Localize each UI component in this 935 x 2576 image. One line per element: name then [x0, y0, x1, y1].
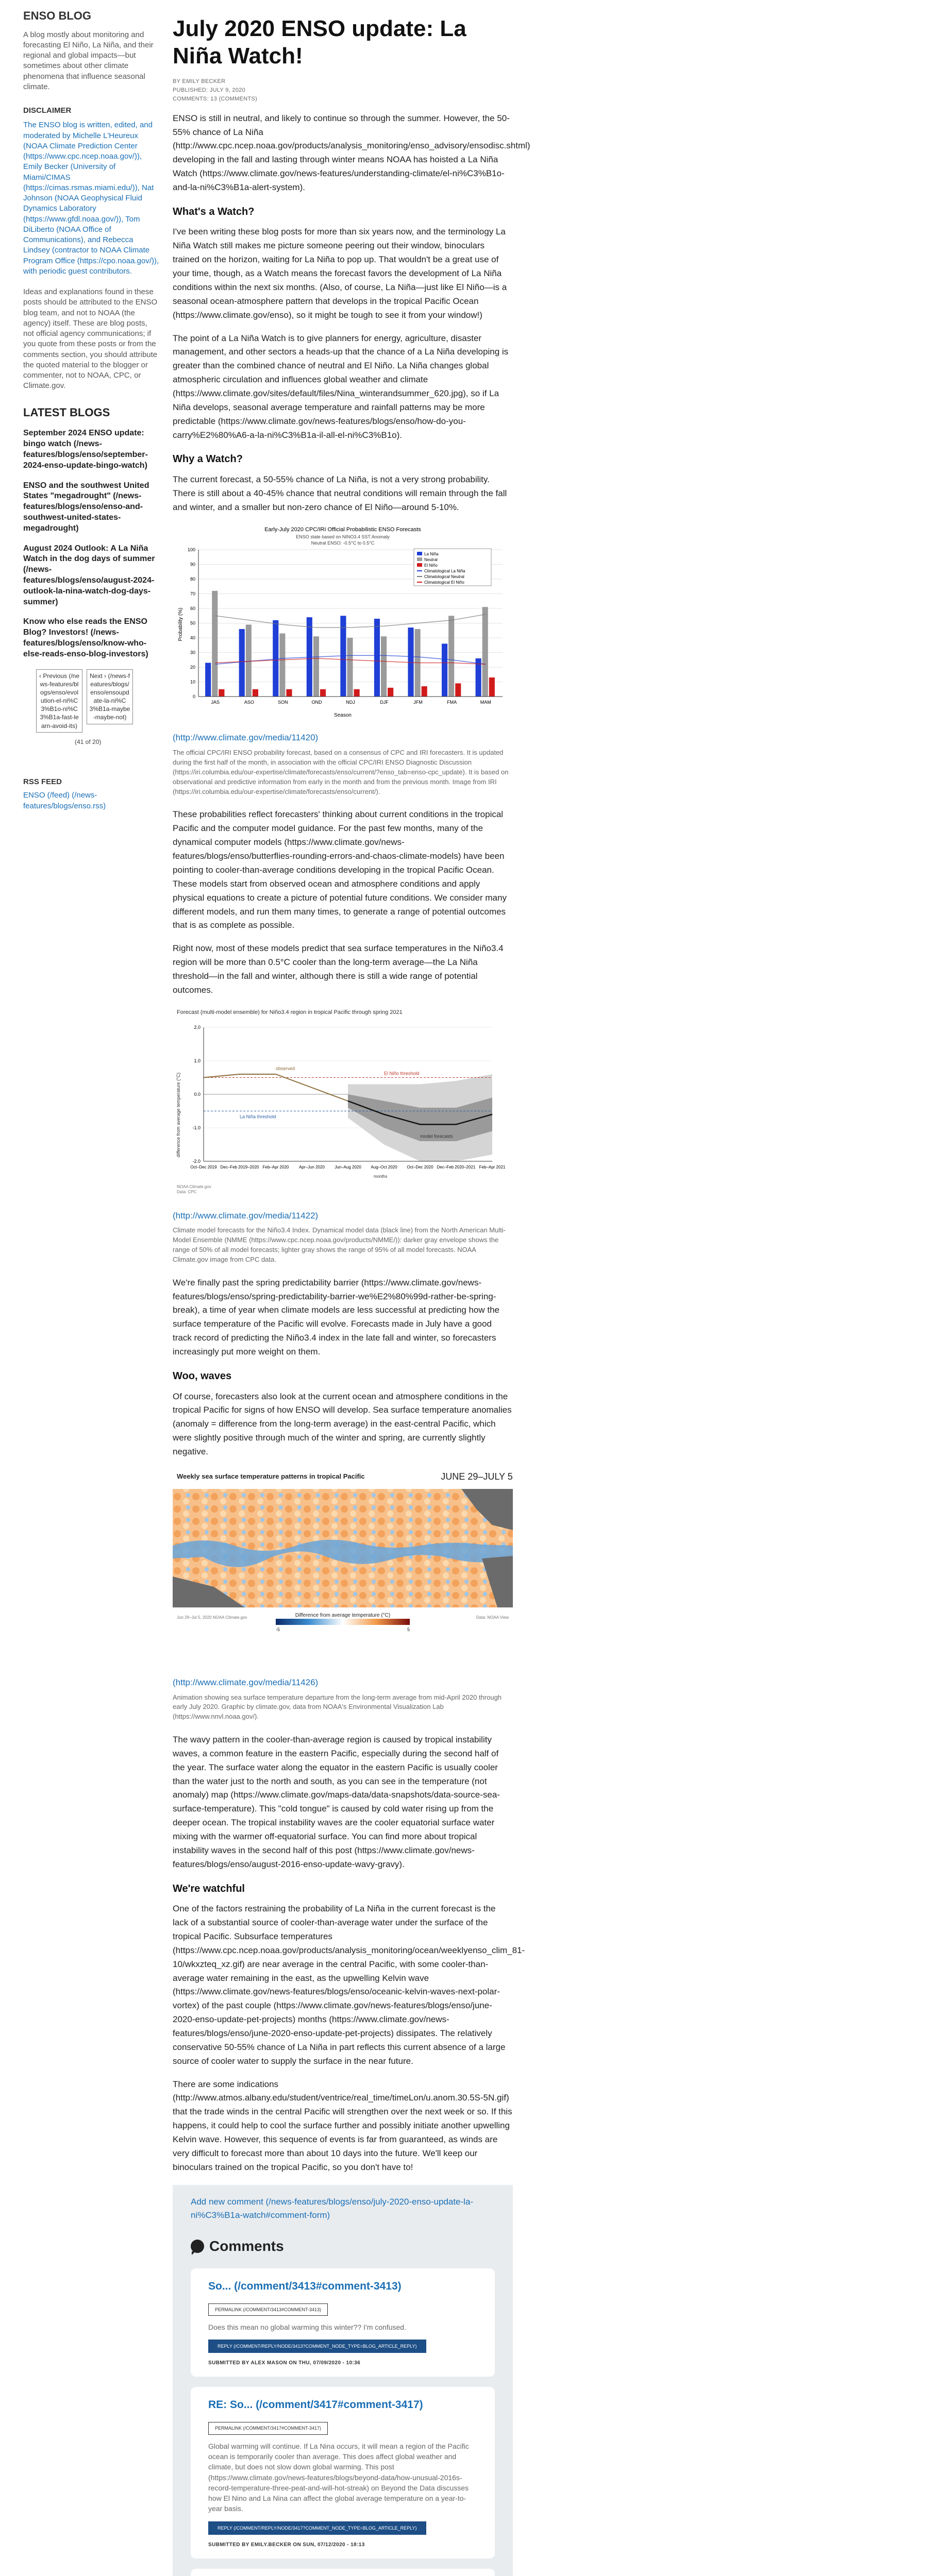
chart-subtitle: ENSO state based on NINO3.4 SST Anomaly — [296, 534, 390, 539]
legend-label: Neutral — [424, 557, 438, 562]
article — [173, 15, 530, 2576]
chart-title: Forecast (multi-model ensemble) for Niño3.4 region in tropical Pacific through spring 2021 — [177, 1009, 403, 1015]
observed-label: observed — [276, 1065, 295, 1071]
bar-el-ni-o — [354, 689, 360, 696]
bar-neutral — [381, 636, 387, 697]
y-tick-label: 0 — [192, 693, 195, 699]
comment-card — [191, 2387, 495, 2558]
chart-title: Early-July 2020 CPC/IRI Official Probabilistic ENSO Forecasts — [264, 526, 421, 533]
rss-heading: RSS FEED — [23, 777, 62, 787]
paragraph: Right now, most of these models predict that sea surface temperatures in the Niño3.4 region will be more than 0.5°C cooler than the long-term average—the La Niña threshold—in the fall and winter, although there is still a wide range of potential outcomes. — [173, 943, 504, 995]
bar-el-ni-o — [422, 686, 427, 697]
x-tick-label: OND — [311, 699, 322, 705]
x-tick-label: Aug–Oct 2020 — [371, 1164, 397, 1170]
bar-el-ni-o — [455, 683, 461, 697]
y-tick-label: 50 — [190, 620, 195, 626]
paragraph: I've been writing these blog posts for more than six years now, and the terminology La Niña Watch still makes me picture someone peering out their window, binoculars trained on the horizon, waiting for La Niña to pop up. That wouldn't be a great use of your time, though, as a Watch means the forecast favors the development of La Niña conditions within the next six months. (Also, of course, La Niña—just like El Niño—is a seasonal ocean-atmosphere pattern that develops in the tropical Pacific Ocean (https://www.climate.gov/enso), so it might be tough to see it from your window!) — [173, 227, 507, 320]
legend-label: Climatological El Niño — [424, 580, 464, 585]
comment-submitted: SUBMITTED BY EMILY.BECKER ON SUN, 07/12/2020 - 18:13 — [208, 2541, 365, 2548]
paragraph: These probabilities reflect forecasters' thinking about current conditions in the tropical Pacific and the computer model guidance. For the past few months, many of the dynamical computer models (https://www.climate.gov/news-features/blogs/enso/butterflies-rounding-errors-and-chaos-climate-models) have been pointing to cooler-than-average conditions developing in the tropical Pacific Ocean. These models start from observed ocean and atmosphere conditions and apply physical equations to create a picture of potential future conditions. We consider many different models, and run them many times, to generate a range of potential outcomes that is as complete as possible. — [173, 809, 507, 930]
y-tick-label: 20 — [190, 664, 195, 670]
bar-el-ni-o — [286, 689, 292, 696]
map-footer-left: Jun 29–Jul 5, 2020 NOAA Climate.gov — [177, 1615, 247, 1620]
y-axis-label: Probability (%) — [178, 607, 183, 641]
y-tick-label: 0.0 — [194, 1091, 201, 1097]
sidebar-title: ENSO BLOG — [23, 9, 92, 22]
paragraph: Of course, forecasters also look at the current ocean and atmosphere conditions in the tropical Pacific for signs of how ENSO will develop. Sea surface temperature anomalies (anomaly = difference from the long-term average) in the east-central Pacific, which were slightly positive through much of the winter and spring, are currently slightly negative. — [173, 1391, 512, 1456]
x-axis-label: Season — [334, 712, 352, 718]
sidebar — [23, 5, 160, 811]
bar-la-ni-a — [273, 620, 278, 696]
figure-caption: Animation showing sea surface temperature departure from the long-term average from mid-April 2020 through early July 2020. Graphic by climate.gov, data from NOAA's Environmental Visualization Lab (https://www.nnvl.noaa.gov/). — [173, 1693, 502, 1721]
x-tick-label: JAS — [211, 699, 220, 705]
color-scale-max: 5 — [407, 1626, 410, 1632]
legend-swatch-el-nino — [417, 563, 422, 567]
bar-el-ni-o — [489, 677, 495, 696]
article-meta — [173, 77, 513, 104]
figure-link[interactable]: (http://www.climate.gov/media/11420) — [173, 733, 319, 743]
x-tick-label: DJF — [380, 699, 389, 705]
disclaimer-text-2: Ideas and explanations found in these posts should be attributed to the ENSO blog team, and not to NOAA (the agency) itself. These are blog posts, not official agency communications; if you quote from these posts or from the comments section, you should attribute the quoted material to the blogger or commenter, not to NOAA, CPC, or Climate.gov. — [23, 287, 158, 391]
author: BY EMILY BECKER — [173, 78, 226, 84]
permalink-button[interactable]: PERMALINK (/COMMENT/3413#COMMENT-3413) — [208, 2303, 328, 2316]
x-tick-label: Feb–Apr 2020 — [262, 1164, 289, 1170]
latest-blog-link[interactable]: August 2024 Outlook: A La Niña Watch in the dog days of summer (/news-features/blogs/enso/august-2024-outlook-la-nina-watch-dog-days-summer) — [23, 544, 155, 606]
bar-la-ni-a — [205, 663, 211, 697]
x-tick-label: Jun–Aug 2020 — [335, 1164, 361, 1170]
figure-caption: The official CPC/IRI ENSO probability forecast, based on a consensus of CPC and IRI forecasters. It is updated during the first half of the month, in association with the official CPC/IRI ENSO Diagnostic Discussion (https://iri.columbia.edu/our-expertise/climate/forecasts/enso/current/?enso_tab=enso-cpc_update). It is based on observational and predictive information from early in the month and from the previous month. Image from IRI (https://iri.columbia.edu/our-expertise/climate/forecasts/enso/current/). — [173, 749, 509, 795]
x-tick-label: JFM — [413, 699, 423, 705]
legend-label: El Niño — [424, 563, 438, 568]
x-tick-label: NDJ — [346, 699, 355, 705]
legend-label: Climatological La Niña — [424, 568, 465, 573]
color-scale-min: -5 — [276, 1626, 280, 1632]
paragraph: We're finally past the spring predictability barrier (https://www.climate.gov/news-features/blogs/enso/spring-predictability-barrier-we%E2%80%99d-rather-be-spring-break), a time of year when climate models are less successful at predicting how the surface temperature of the Pacific will evolve. Forecasts made in July have a good track record of predicting the Niño3.4 index in the late fall and winter, so forecasters increasingly put more weight on them. — [173, 1277, 500, 1357]
paragraph: The current forecast, a 50-55% chance of La Niña, is not a very strong probability. There is still about a 40-45% chance that neutral conditions will remain through the fall and winter, and a smaller but non-zero chance of El Niño—around 5-10%. — [173, 474, 507, 512]
section-heading: Why a Watch? — [173, 453, 243, 465]
y-tick-label: -2.0 — [192, 1158, 201, 1164]
lead-label: months — [374, 1174, 388, 1179]
chart-footer-right: Data: CPC — [177, 1189, 197, 1194]
y-axis-label: difference from average temperature (°C) — [176, 1072, 181, 1157]
disclaimer-text[interactable]: The ENSO blog is written, edited, and moderated by Michelle L'Heureux (NOAA Climate Prediction Center (https://www.cpc.ncep.noaa.gov/)), Emily Becker (University of Miami/CIMAS (https://cimas.rsmas.miami.edu/)), Nat Johnson (NOAA Geophysical Fluid Dynamics Laboratory (https://www.gfdl.noaa.gov/)), Tom DiLiberto (NOAA Office of Communications), and Rebecca Lindsey (contractor to NOAA Climate Program Office (https://cpo.noaa.gov/)), with periodic guest contributors. — [23, 121, 159, 276]
sst-anomaly-map — [173, 1468, 513, 1669]
pager-count: (41 of 20) — [75, 738, 102, 745]
forecast-chart-svg — [173, 1007, 513, 1197]
paragraph: The wavy pattern in the cooler-than-average region is caused by tropical instability waves, a common feature in the eastern Pacific, especially during the second half of the year. The surface water along the equator in the eastern Pacific is usually cooler than the water just to the north and south, as you can see in the temperature (not anomaly) map (https://www.climate.gov/maps-data/data-snapshots/data-source-sea-surface-temperature). This "cold tongue" is caused by cold water rising up from the deeper ocean. The tropical instability waves are the cooler equatorial surface water mixing with the warmer off-equatorial surface. You can find more about tropical instability waves in the second half of this post (https://www.climate.gov/news-features/blogs/enso/august-2016-enso-update-wavy-gravy). — [173, 1735, 500, 1869]
nino34-forecast-chart — [173, 1007, 513, 1202]
bar-neutral — [212, 590, 218, 696]
legend-label: La Niña — [424, 551, 439, 556]
y-tick-label: 30 — [190, 650, 195, 655]
y-tick-label: 70 — [190, 591, 195, 597]
y-tick-label: 40 — [190, 635, 195, 640]
bar-neutral — [448, 616, 454, 697]
disclaimer-heading: DISCLAIMER — [23, 106, 72, 115]
bar-el-ni-o — [219, 689, 224, 696]
paragraph: One of the factors restraining the probability of La Niña in the current forecast is the lack of a substantial source of cooler-than-average water under the surface of the tropical Pacific. Subsurface temperatures (https://www.cpc.ncep.noaa.gov/products/analysis_monitoring/ocean/weeklyenso_clim_81-10/wkxzteq_xz.gif) are near average in the central Pacific, with some cooler-than-average water remaining in the east, as the upwelling Kelvin wave (https://www.climate.gov/news-features/blogs/enso/oceanic-kelvin-waves-next-polar-vortex) of the past couple (https://www.climate.gov/news-features/blogs/enso/june-2020-enso-update-pet-projects) months (https://www.climate.gov/news-features/blogs/enso/june-2020-enso-update-pet-projects) dissipates. The relatively conservative 50-55% chance of La Niña in part reflects this current absence of a large source of cooler water to supply the surface in the near future. — [173, 1904, 525, 2066]
rss-link[interactable]: ENSO (/feed) (/news-features/blogs/enso.rss) — [23, 791, 106, 810]
climatology-line — [215, 614, 486, 628]
next-button[interactable]: Next › (/news-features/blogs/enso/ensoupdate-la-ni%C3%B1a-maybe-maybe-not) — [87, 669, 133, 724]
reply-button[interactable]: REPLY (/COMMENT/REPLY/NODE/3413?COMMENT_NODE_TYPE=BLOG_ARTICLE_REPLY) — [208, 2340, 426, 2353]
y-tick-label: 2.0 — [194, 1024, 201, 1030]
map-date: JUNE 29–JULY 5 — [441, 1471, 513, 1482]
forecast-range-label: model forecasts — [420, 1133, 453, 1139]
comments-count[interactable]: COMMENTS: 13 (COMMENTS) — [173, 95, 257, 102]
x-tick-label: ASO — [244, 699, 254, 705]
latest-blog-link[interactable]: September 2024 ENSO update: bingo watch (/news-features/blogs/enso/september-2024-enso-update-bingo-watch) — [23, 429, 148, 470]
figure-link[interactable]: (http://www.climate.gov/media/11426) — [173, 1677, 319, 1687]
map-footer-right: Data: NOAA View — [476, 1615, 509, 1620]
bar-el-ni-o — [388, 687, 393, 696]
comments-section — [173, 2185, 513, 2576]
y-tick-label: 10 — [190, 679, 195, 685]
sidebar-intro: A blog mostly about monitoring and forecasting El Niño, La Niña, and their regional and global impacts—but sometimes about other climate phenomena that influence seasonal climate. — [23, 30, 154, 91]
la-nina-threshold-label: La Niña threshold — [240, 1114, 276, 1120]
bar-la-ni-a — [239, 629, 245, 696]
comment-body: Global warming will continue. If La Nina occurs, it will mean a region of the Pacific ocean is temporarily cooler than average. This does affect global weather and climate, but does not slow down global warming. This post (https://www.climate.gov/news-features/blogs/beyond-data/how-unusual-2016s-record-temperature-three-peat-and-will-hot-streak) on Beyond the Data discusses how El Nino and La Nina can affect the global average temperature on a year-to-year basis. — [208, 2442, 469, 2513]
figure-link[interactable]: (http://www.climate.gov/media/11422) — [173, 1210, 319, 1221]
color-scale — [276, 1619, 410, 1625]
reply-button[interactable]: REPLY (/COMMENT/REPLY/NODE/3417?COMMENT_NODE_TYPE=BLOG_ARTICLE_REPLY) — [208, 2521, 426, 2535]
y-tick-label: 60 — [190, 605, 195, 611]
color-scale-title: Difference from average temperature (°C) — [295, 1612, 391, 1618]
paragraph: ENSO is still in neutral, and likely to continue so through the summer. However, the 50-55% chance of La Niña (http://www.cpc.ncep.noaa.gov/products/analysis_monitoring/enso_advisory/ensodisc.shtml) developing in the fall and lasting through winter means NOAA has hoisted a La Niña Watch (https://www.climate.gov/news-features/understanding-climate/el-ni%C3%B1o-and-la-ni%C3%B1a-alert-system). — [173, 113, 530, 193]
bar-neutral — [482, 607, 488, 697]
comment-body: Does this mean no global warming this winter?? I'm confused. — [208, 2323, 406, 2331]
article-title: July 2020 ENSO update: La Niña Watch! — [173, 16, 466, 69]
section-heading: We're watchful — [173, 1883, 245, 1894]
figure-caption: Climate model forecasts for the Niño3.4 Index. Dynamical model data (black line) from the North American Multi-Model Ensemble (NMME (https://www.cpc.ncep.noaa.gov/products/NMME/)): darker gray envelope shows the range of 50% of all model forecasts; lighter gray shows the range of 95% of all model forecasts. NOAA Climate.gov image from CPC data. — [173, 1226, 506, 1263]
y-tick-label: 100 — [187, 547, 195, 552]
add-comment-link[interactable]: Add new comment (/news-features/blogs/enso/july-2020-enso-update-la-ni%C3%B1a-watch#comment-form) — [191, 2196, 474, 2221]
latest-blog-link[interactable]: Know who else reads the ENSO Blog? Investors! (/news-features/blogs/enso/know-who-else-reads-enso-blog-investors) — [23, 617, 148, 658]
observed-line — [204, 1074, 348, 1101]
speech-bubble-icon — [191, 2240, 204, 2253]
latest-blog-link[interactable]: ENSO and the southwest United States "megadrought" (/news-features/blogs/enso/enso-and-southwest-united-states-megadrought) — [23, 481, 149, 533]
comment-card — [191, 2268, 495, 2377]
legend-swatch-la-nina — [417, 552, 422, 555]
latest-blogs-heading: LATEST BLOGS — [23, 405, 110, 419]
section-heading: What's a Watch? — [173, 206, 255, 217]
x-tick-label: FMA — [447, 699, 457, 705]
chart-footer-left: NOAA Climate.gov — [177, 1184, 211, 1189]
comment-submitted: SUBMITTED BY ALEX MASON ON THU, 07/09/2020 - 10:36 — [208, 2360, 361, 2366]
legend-label: Climatological Neutral — [424, 574, 464, 579]
permalink-button[interactable]: PERMALINK (/COMMENT/3417#COMMENT-3417) — [208, 2422, 328, 2434]
y-tick-label: 90 — [190, 562, 195, 567]
x-tick-label: Apr–Jun 2020 — [299, 1164, 325, 1170]
section-heading: Woo, waves — [173, 1370, 232, 1382]
x-tick-label: Dec–Feb 2019–2020 — [220, 1164, 259, 1170]
x-tick-label: Oct–Dec 2019 — [190, 1164, 217, 1170]
x-tick-label: Oct–Dec 2020 — [407, 1164, 433, 1170]
bar-la-ni-a — [374, 618, 380, 696]
bar-el-ni-o — [253, 689, 258, 696]
y-tick-label: 1.0 — [194, 1058, 201, 1063]
bar-neutral — [313, 636, 319, 697]
bar-la-ni-a — [442, 643, 447, 697]
comment-card — [191, 2569, 495, 2576]
bar-el-ni-o — [320, 689, 326, 696]
paragraph: There are some indications (http://www.atmos.albany.edu/student/ventrice/real_time/timeLon/u.anom.30.5S-5N.gif) that the trade winds in the central Pacific will strengthen over the next week or so. If this happens, it could help to cool the surface further and possibly initiate another upwelling Kelvin wave. However, this sequence of events is far from guaranteed, as winds are very difficult to forecast more than about 10 days into the future. We'll keep our binoculars trained on the tropical Pacific, so you don't have to! — [173, 2079, 512, 2172]
bar-neutral — [279, 633, 285, 697]
el-nino-threshold-label: El Niño threshold — [384, 1071, 420, 1076]
comments-heading-text: Comments — [209, 2238, 284, 2255]
x-tick-label: MAM — [480, 699, 491, 705]
x-tick-label: SON — [278, 699, 288, 705]
sst-map-svg — [173, 1468, 513, 1664]
chart-subtitle: Neutral ENSO: -0.5°C to 0.5°C — [311, 540, 375, 546]
previous-button[interactable]: ‹ Previous (/news-features/blogs/enso/evolution-el-ni%C3%B1o-ni%C3%B1a-fast-learn-avoid-its) — [36, 669, 82, 733]
bar-neutral — [246, 624, 252, 697]
comment-title[interactable]: RE: So... (/comment/3417#comment-3417) — [208, 2399, 423, 2411]
y-tick-label: -1.0 — [192, 1125, 201, 1130]
legend-swatch-neutral — [417, 557, 422, 561]
paragraph: The point of a La Niña Watch is to give planners for energy, agriculture, disaster management, and other sectors a heads-up that the chance of a La Niña developing is greater than the combined chance of neutral and El Niño. La Niña changes global atmospheric circulation and influences global weather and climate (https://www.climate.gov/sites/default/files/Nina_winterandsummer_620.jpg), so if La Niña develops, seasonal average temperature and rainfall patterns may be more predictable (https://www.climate.gov/news-features/blogs/enso/how-do-you-carry%E2%80%A6-a-la-ni%C3%B1a-il-all-el-ni%C3%B1o). — [173, 333, 509, 440]
y-tick-label: 80 — [190, 576, 195, 582]
x-tick-label: Feb–Apr 2021 — [479, 1164, 506, 1170]
map-title: Weekly sea surface temperature patterns in tropical Pacific — [177, 1472, 365, 1480]
enso-probability-chart — [173, 524, 513, 724]
x-tick-label: Dec–Feb 2020–2021 — [437, 1164, 476, 1170]
comments-heading — [191, 2235, 495, 2258]
comment-title[interactable]: So... (/comment/3413#comment-3413) — [208, 2280, 402, 2292]
probability-chart-svg — [173, 524, 513, 720]
pager — [36, 669, 160, 733]
bar-neutral — [347, 638, 353, 697]
published-date: PUBLISHED: JULY 9, 2020 — [173, 87, 246, 93]
